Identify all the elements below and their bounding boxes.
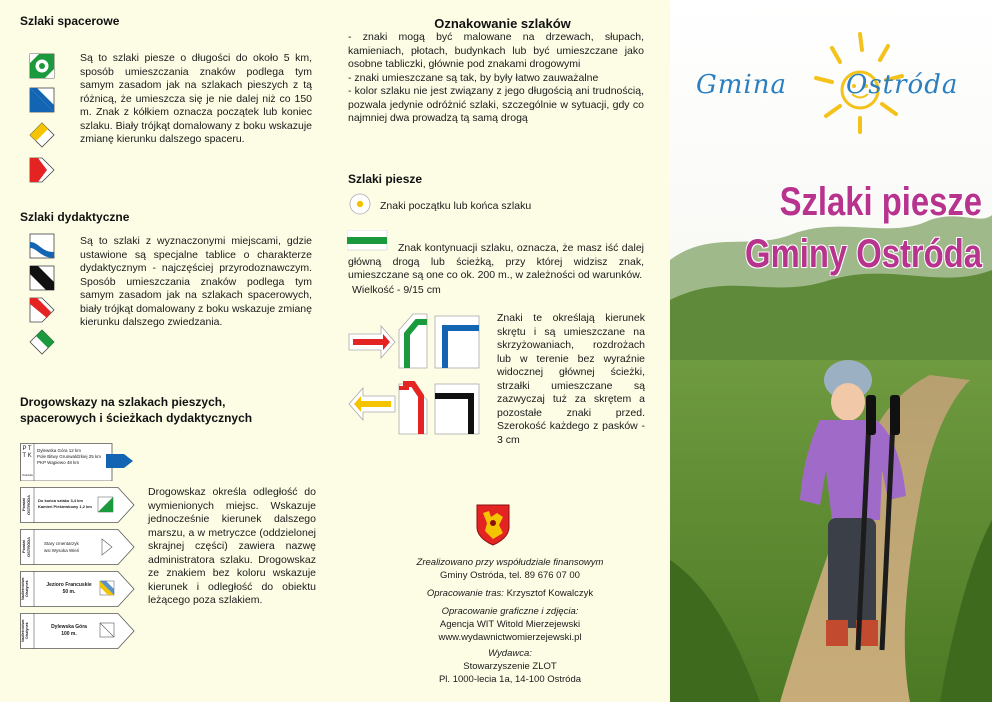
red-turn-sign-icon <box>399 384 427 434</box>
walking-trails-text: Są to szlaki piesze o długości do około 5 km, sposób umieszczania znaków podlega tym samym zasadom jak na szlakach pieszych z tą różnicą, że umieszcza się je nie dalej niż co 150 m. Znak z kółkiem oznacza początek lub koniec szlaku. Biały trójkąt domalowany z boku wskazuje zmianę kierunku dalszego spaceru. <box>80 52 312 145</box>
walking-signs-icons <box>27 50 67 190</box>
signpost-jezioro <box>20 571 135 607</box>
signpost-powiat-1-side: Powiat OSTRÓDA <box>21 495 31 515</box>
credit-gmina: Gminy Ostróda, tel. 89 676 07 00 <box>440 570 580 581</box>
cover-title <box>726 176 982 280</box>
signpost-powiat-2 <box>20 529 135 565</box>
signpost-jezioro-row: Jezioro Francuskie <box>46 582 92 588</box>
marking-item: - znaki mogą być malowane na drzewach, słupach, kamieniach, płotach, budynkach lub być umieszczane jako osobne tabliczki, głównie pod znakami drogowymi <box>348 31 644 70</box>
marking-list <box>348 31 644 126</box>
signpost-dylewska-row: Dylewska Góra <box>51 624 87 630</box>
signpost-powiat-1-row: Kamień Piekiewkowy 1,2 km <box>38 504 92 509</box>
size-label: Wielkość - 9/15 cm <box>352 284 441 296</box>
cover-title-line1: Szlaki piesze <box>779 180 982 224</box>
start-end-sign-icon <box>348 192 374 216</box>
didactic-blue-sign-icon <box>30 234 54 258</box>
cover-panel <box>670 0 992 702</box>
signpost-pttk-row: Pole Bitwy Grunwaldzkiej 25 km <box>37 454 102 459</box>
signpost-dylewska-rows <box>40 624 98 638</box>
credit-publisher: Stowarzyszenie ZLOT <box>463 661 557 672</box>
coat-of-arms-icon <box>475 503 511 547</box>
cover-title-line2: Gminy Ostróda <box>745 232 982 276</box>
signpost-jezioro-side: Nadleśnictwo Olsztynek <box>21 577 29 601</box>
credit-address: Pl. 1000-lecia 1a, 14-100 Ostróda <box>438 674 582 685</box>
didactic-green-sign-icon <box>30 330 54 354</box>
walking-yellow-turn-sign-icon <box>30 123 54 147</box>
green-turn-sign-icon <box>399 314 427 368</box>
credit-graphic-label: Opracowanie graficzne i zdjęcia: <box>441 606 579 617</box>
signpost-powiat-2-row: Stary cmentarzyk <box>44 541 79 546</box>
walking-blue-sign-icon <box>30 88 54 112</box>
signpost-pttk-side: P T T K <box>22 446 32 459</box>
blue-turn-sign-icon <box>435 316 479 368</box>
middle-panel <box>335 0 670 702</box>
credit-trails-label: Opracowanie tras: <box>426 588 504 599</box>
start-end-label: Znaki początku lub końca szlaku <box>380 200 532 212</box>
walking-trails-heading: Szlaki spacerowe <box>20 14 120 28</box>
black-turn-sign-icon <box>435 384 479 434</box>
turn-signs-text: Znaki te określają kierunek skrętu i są umieszczane na skrzyżowaniach, rozdrożach lub w terenie bez wyraźnie widocznej głównej ścieżki, strzałki umieszczane są zazwyczaj tuż za skrętem a pozostałe znaki przed. Szerokość każdego z pasków - 3 cm <box>497 312 645 446</box>
signposts-heading-line2: spacerowych i ścieżkach dydaktycznych <box>20 411 253 425</box>
credit-realized: Zrealizowano przy współudziale finansowym <box>416 557 604 568</box>
logo-gmina: Gmina <box>696 70 787 100</box>
signpost-powiat-1-row: Do końca szlaku 3,4 km <box>38 498 83 503</box>
walking-red-turn-sign-icon <box>30 158 54 182</box>
didactic-black-sign-icon <box>30 266 54 290</box>
credit-website: www.wydawnictwomierzejewski.pl <box>438 632 582 643</box>
signpost-powiat-2-row: wsi Wysoka Wieś <box>44 548 79 553</box>
signposts-text: Drogowskaz określa odległość do wymienionych miejsc. Wskazuje jednocześnie kierunek dalszego marszu, a w metryczce (oddzielonej skrajnej części) zawiera nazwę administratora szlaku. Drogowskaz ze znakiem bez koloru wskazuje kierunek i odległość do obiektu leżącego poza szlakiem. <box>148 486 316 606</box>
signpost-jezioro-rows <box>40 582 98 596</box>
signpost-pttk-row: PKP Wąpiewo 48 km <box>37 460 80 465</box>
hiking-trails-heading: Szlaki piesze <box>348 172 423 186</box>
signpost-dylewska-side: Nadleśnictwo Olsztynek <box>21 619 29 643</box>
signpost-powiat-1-rows <box>38 498 96 510</box>
signpost-powiat-2-rows <box>44 540 102 554</box>
credit-trails-author: Krzysztof Kowalczyk <box>506 588 594 599</box>
signpost-pttk <box>20 443 132 481</box>
signpost-powiat-1 <box>20 487 135 523</box>
yellow-arrow-sign-icon <box>349 388 395 420</box>
credit-publisher-label: Wydawca: <box>488 648 532 659</box>
left-panel <box>0 0 335 702</box>
signpost-powiat-2-side: Powiat OSTRÓDA <box>21 537 31 557</box>
logo-ostroda: Ostróda <box>846 70 959 100</box>
marking-item: - kolor szlaku nie jest związany z jego długością ani trudnością, pozwala jedynie odróżnić szlaki, szczególnie w sytuacji, gdy co najmniej dwa prowadzą tą samą drogą <box>348 85 644 124</box>
signpost-dylewska-row: 100 m. <box>61 631 77 637</box>
signpost-dylewska <box>20 613 135 649</box>
marking-item: - znaki umieszczane są tak, by były łatwo zauważalne <box>348 71 599 84</box>
walking-sign-icons-svg <box>27 50 67 190</box>
marking-heading: Oznakowanie szlaków <box>434 16 571 31</box>
turn-signs-graphic <box>347 312 482 437</box>
didactic-trails-heading: Szlaki dydaktyczne <box>20 210 130 224</box>
credit-agency: Agencja WIT Witold Mierzejewski <box>439 619 581 630</box>
didactic-sign-icons-svg <box>27 232 67 362</box>
continuation-text: Znak kontynuacji szlaku, oznacza, że masz iść dalej główną drogą lub ścieżką, przy której widzisz znak, umieszczane są one co ok. 200 m., w zależności od warunków. <box>348 242 644 281</box>
signpost-pttk-side-small: Ostróda <box>22 473 33 477</box>
signpost-pttk-rows <box>37 448 103 466</box>
signpost-jezioro-row: 50 m. <box>62 589 76 595</box>
didactic-trails-text: Są to szlaki z wyznaczonymi miejscami, gdzie ustawione są specjalne tablice o charakterze dydaktycznym - najczęściej przyrodoznawczym. Sposób umieszczania znaków podlega tym samym zasadom jak na szlakach spacerowych, biały trójkąt domalowany z boku wskazuje zmianę kierunku dalszego zwiedzania. <box>80 235 312 328</box>
didactic-red-sign-icon <box>30 298 54 322</box>
didactic-signs-icons <box>27 232 67 362</box>
signpost-pttk-row: Dylewska Góra 12 km <box>37 448 82 453</box>
walking-start-sign-icon <box>30 54 54 78</box>
credits-block <box>380 556 640 686</box>
red-arrow-sign-icon <box>349 326 395 358</box>
signposts-heading-line1: Drogowskazy na szlakach pieszych, <box>20 395 226 409</box>
